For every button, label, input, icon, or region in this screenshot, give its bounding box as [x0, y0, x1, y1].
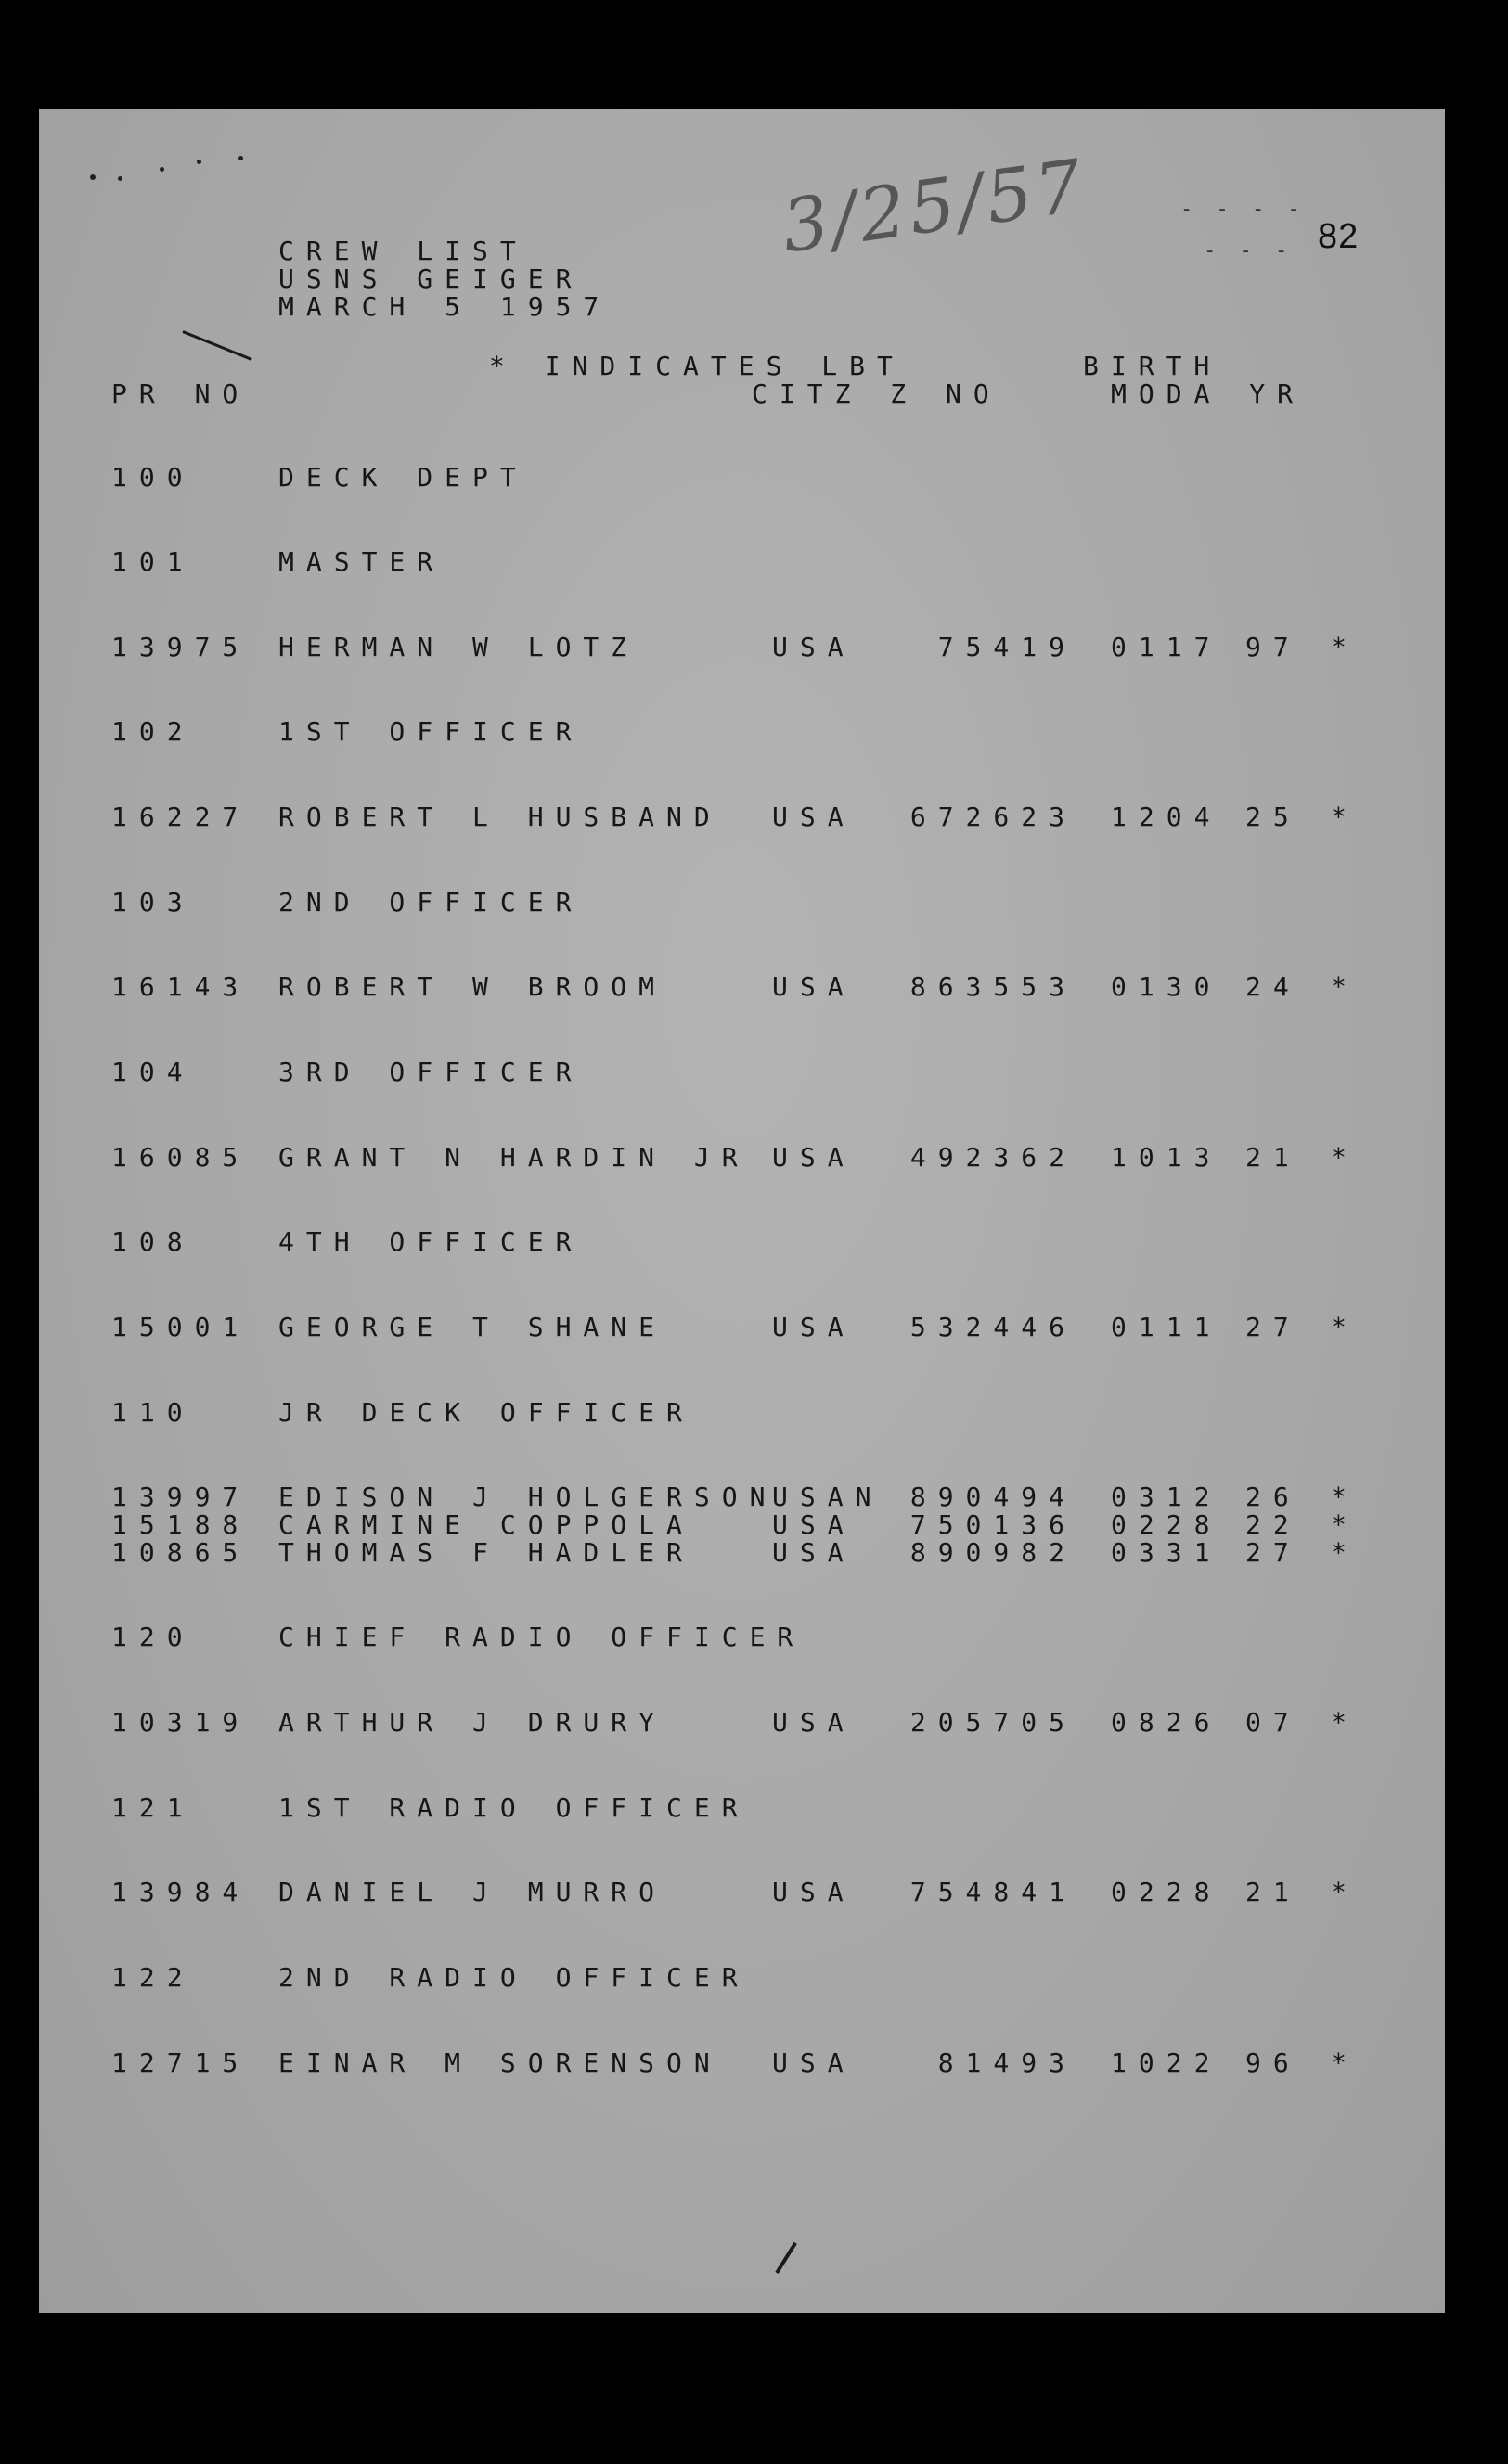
section-code: 122	[111, 1962, 195, 1993]
crew-name: ROBERT L HUSBAND	[278, 802, 722, 832]
birth-year: 97	[1245, 632, 1301, 662]
birth-year: 21	[1245, 1877, 1301, 1907]
birth-year: 26	[1245, 1482, 1301, 1512]
header-citz-z-no: CITZ Z NO	[752, 379, 1001, 409]
birth-moda: 0130	[1111, 971, 1222, 1002]
lbt-indicator: *	[1331, 632, 1359, 662]
z-number: 754841	[909, 1877, 1076, 1907]
section-code: 120	[111, 1622, 195, 1652]
birth-year: 24	[1245, 971, 1301, 1002]
z-number: 75419	[937, 632, 1076, 662]
z-number: 863553	[909, 971, 1076, 1002]
citizenship: USA	[772, 632, 856, 662]
lbt-indicator: *	[1331, 802, 1359, 832]
z-number: 81493	[937, 2047, 1076, 2078]
legend-lbt: * INDICATES LBT	[489, 351, 905, 381]
document-page	[39, 109, 1445, 2313]
birth-moda: 0826	[1111, 1707, 1222, 1738]
pr-number: 15001	[111, 1312, 251, 1342]
section-code: 104	[111, 1057, 195, 1087]
crew-name: THOMAS F HADLER	[278, 1537, 694, 1568]
pr-number: 10865	[111, 1537, 251, 1568]
lbt-indicator: *	[1331, 1877, 1359, 1907]
faded-stamp-marks: - - -	[1204, 239, 1294, 263]
pr-number: 15188	[111, 1509, 251, 1540]
citizenship: USA	[772, 1877, 856, 1907]
section-title: CHIEF RADIO OFFICER	[278, 1622, 806, 1652]
birth-moda: 0228	[1111, 1877, 1222, 1907]
citizenship: USA	[772, 2047, 856, 2078]
section-title: 2ND OFFICER	[278, 887, 584, 918]
section-title: 1ST RADIO OFFICER	[278, 1792, 750, 1823]
ink-speck	[90, 174, 96, 180]
section-title: 2ND RADIO OFFICER	[278, 1962, 750, 1993]
birth-year: 22	[1245, 1509, 1301, 1540]
birth-year: 25	[1245, 802, 1301, 832]
handwritten-date: 3/25/57	[777, 144, 1091, 270]
citizenship: USA	[772, 1537, 856, 1568]
ink-speck	[160, 167, 164, 172]
birth-moda: 1022	[1111, 2047, 1222, 2078]
pr-number: 13975	[111, 632, 251, 662]
section-title: JR DECK OFFICER	[278, 1397, 694, 1428]
citizenship: USA	[772, 1509, 856, 1540]
citizenship: USA	[772, 1142, 856, 1173]
z-number: 672623	[909, 802, 1076, 832]
citizenship: USA	[772, 802, 856, 832]
birth-year: 21	[1245, 1142, 1301, 1173]
crew-name: GEORGE T SHANE	[278, 1312, 667, 1342]
header-moda-yr: MODA YR	[1111, 379, 1306, 409]
pr-number: 16227	[111, 802, 251, 832]
ink-speck	[238, 156, 243, 160]
crew-name: DANIEL J MURRO	[278, 1877, 667, 1907]
lbt-indicator: *	[1331, 1312, 1359, 1342]
birth-moda: 0228	[1111, 1509, 1222, 1540]
section-code: 101	[111, 546, 195, 577]
pr-number: 12715	[111, 2047, 251, 2078]
lbt-indicator: *	[1331, 1142, 1359, 1173]
faded-stamp-marks: - - - -	[1180, 198, 1306, 221]
birth-year: 96	[1245, 2047, 1301, 2078]
birth-year: 07	[1245, 1707, 1301, 1738]
z-number: 890494	[909, 1482, 1076, 1512]
z-number: 492362	[909, 1142, 1076, 1173]
crew-name: ARTHUR J DRURY	[278, 1707, 667, 1738]
header-birth: BIRTH	[1083, 351, 1222, 381]
lbt-indicator: *	[1331, 1707, 1359, 1738]
section-code: 103	[111, 887, 195, 918]
title-ship-name: USNS GEIGER	[278, 263, 584, 294]
section-title: 3RD OFFICER	[278, 1057, 584, 1087]
lbt-indicator: *	[1331, 2047, 1359, 2078]
section-code: 108	[111, 1226, 195, 1257]
section-code: 100	[111, 462, 195, 493]
section-code: 121	[111, 1792, 195, 1823]
section-title: 1ST OFFICER	[278, 716, 584, 747]
citizenship: USA	[772, 971, 856, 1002]
section-title: 4TH OFFICER	[278, 1226, 584, 1257]
section-code: 110	[111, 1397, 195, 1428]
birth-moda: 0111	[1111, 1312, 1222, 1342]
pen-stroke	[182, 330, 251, 361]
section-title: MASTER	[278, 546, 445, 577]
title-date: MARCH 5 1957	[278, 291, 612, 322]
section-code: 102	[111, 716, 195, 747]
crew-name: EINAR M SORENSON	[278, 2047, 722, 2078]
z-number: 205705	[909, 1707, 1076, 1738]
lbt-indicator: *	[1331, 1537, 1359, 1568]
pr-number: 13997	[111, 1482, 251, 1512]
birth-moda: 1013	[1111, 1142, 1222, 1173]
birth-year: 27	[1245, 1537, 1301, 1568]
section-title: DECK DEPT	[278, 462, 528, 493]
crew-name: EDISON J HOLGERSON	[278, 1482, 778, 1512]
crew-name: HERMAN W LOTZ	[278, 632, 639, 662]
header-pr-no: PR NO	[111, 379, 251, 409]
pr-number: 13984	[111, 1877, 251, 1907]
pr-number: 16085	[111, 1142, 251, 1173]
z-number: 750136	[909, 1509, 1076, 1540]
z-number: 890982	[909, 1537, 1076, 1568]
ink-speck	[118, 176, 122, 181]
crew-name: ROBERT W BROOM	[278, 971, 667, 1002]
citizenship: USA	[772, 1707, 856, 1738]
pr-number: 10319	[111, 1707, 251, 1738]
title-crew-list: CREW LIST	[278, 236, 528, 266]
crew-name: CARMINE COPPOLA	[278, 1509, 694, 1540]
lbt-indicator: *	[1331, 1509, 1359, 1540]
z-number: 532446	[909, 1312, 1076, 1342]
birth-moda: 0312	[1111, 1482, 1222, 1512]
ink-speck	[197, 160, 201, 164]
birth-moda: 0331	[1111, 1537, 1222, 1568]
birth-moda: 1204	[1111, 802, 1222, 832]
pr-number: 16143	[111, 971, 251, 1002]
birth-year: 27	[1245, 1312, 1301, 1342]
pen-check-mark	[775, 2242, 797, 2274]
citizenship: USA	[772, 1312, 856, 1342]
page-number: 82	[1318, 217, 1360, 256]
crew-name: GRANT N HARDIN JR	[278, 1142, 750, 1173]
citizenship: USAN	[772, 1482, 883, 1512]
lbt-indicator: *	[1331, 971, 1359, 1002]
lbt-indicator: *	[1331, 1482, 1359, 1512]
birth-moda: 0117	[1111, 632, 1222, 662]
